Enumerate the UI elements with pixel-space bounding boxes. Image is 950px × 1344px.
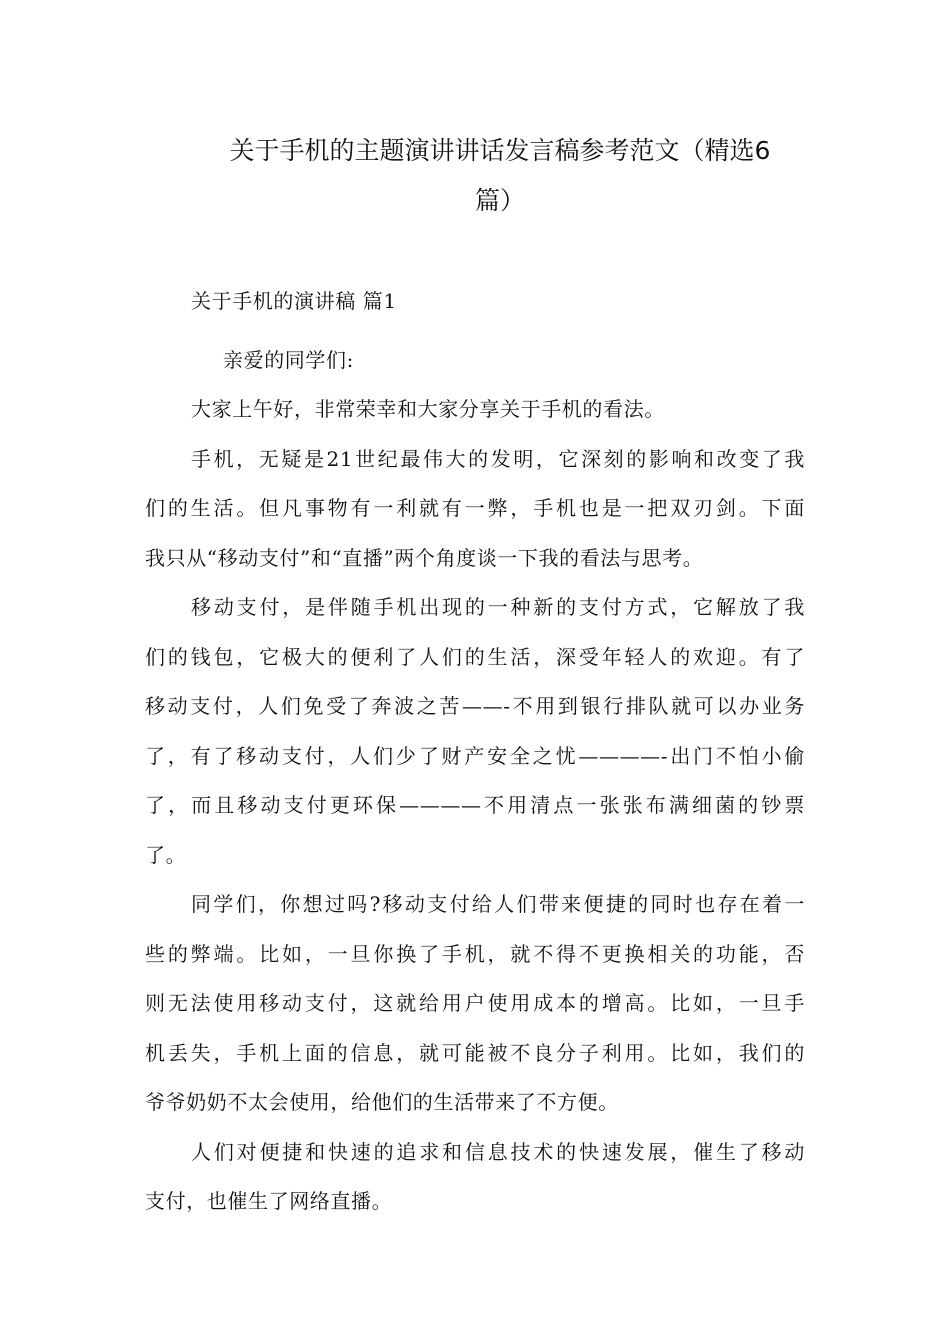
- paragraph-line: 们的钱包，它极大的便利了人们的生活，深受年轻人的欢迎。有了: [145, 644, 805, 669]
- paragraph-line: 们的生活。但凡事物有一利就有一弊，手机也是一把双刃剑。下面: [145, 496, 805, 520]
- paragraph-line: 移动支付，人们免受了奔波之苦——-不用到银行排队就可以办业务: [145, 694, 805, 718]
- paragraph-line: 人们对便捷和快速的追求和信息技术的快速发展，催生了移动: [191, 1139, 805, 1164]
- paragraph-line: 大家上午好，非常荣幸和大家分享关于手机的看法。: [191, 397, 665, 421]
- paragraph-line: 爷爷奶奶不太会使用，给他们的生活带来了不方便。: [145, 1090, 619, 1114]
- paragraph-line: 移动支付，是伴随手机出现的一种新的支付方式，它解放了我: [191, 595, 805, 619]
- paragraph-line: 了。: [145, 842, 187, 867]
- paragraph-line: 机丢失，手机上面的信息，就可能被不良分子利用。比如，我们的: [145, 1040, 805, 1065]
- section-heading: 关于手机的演讲稿 篇1: [191, 289, 397, 313]
- document-title-line-1: 关于手机的主题演讲讲话发言稿参考范文（精选6: [229, 136, 771, 165]
- paragraph-line: 了，有了移动支付，人们少了财产安全之忧————-出门不怕小偷: [145, 743, 805, 768]
- paragraph-line: 手机，无疑是21世纪最伟大的发明，它深刻的影响和改变了我: [191, 446, 805, 471]
- document-title-line-2: 篇）: [474, 186, 525, 215]
- salutation: 亲爱的同学们:: [223, 347, 354, 372]
- paragraph-line: 则无法使用移动支付，这就给用户使用成本的增高。比如，一旦手: [145, 991, 805, 1015]
- paragraph-line: 些的弊端。比如，一旦你换了手机，就不得不更换相关的功能，否: [145, 941, 805, 966]
- paragraph-line: 同学们，你想过吗?移动支付给人们带来便捷的同时也存在着一: [191, 892, 805, 916]
- paragraph-line: 了，而且移动支付更环保————不用清点一张张布满细菌的钞票: [145, 793, 805, 817]
- paragraph-line: 我只从“移动支付”和“直播”两个角度谈一下我的看法与思考。: [145, 545, 704, 570]
- document-body: [145, 287, 805, 1237]
- paragraph-line: 支付，也催生了网络直播。: [145, 1189, 393, 1213]
